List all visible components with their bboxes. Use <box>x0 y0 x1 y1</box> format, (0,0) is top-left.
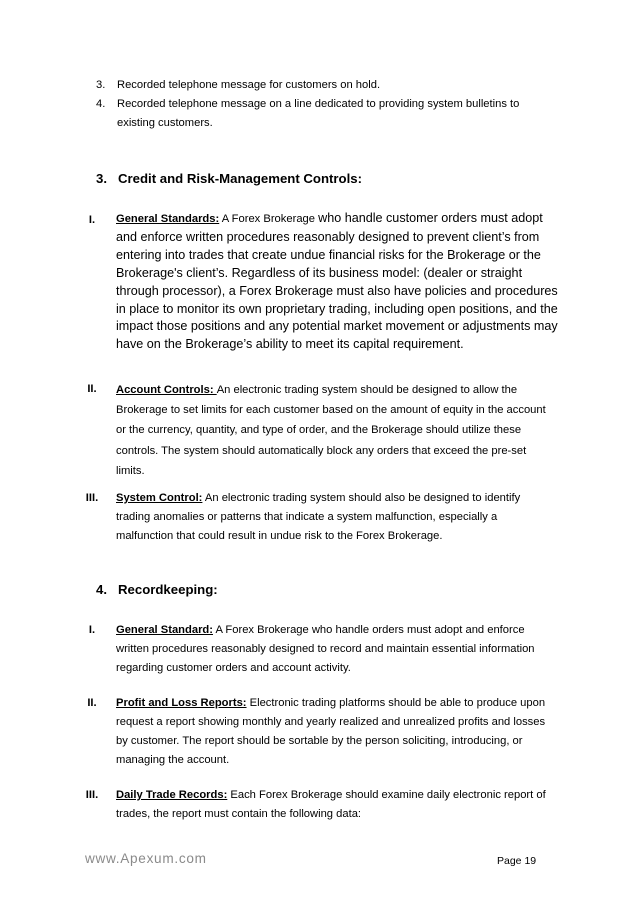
section-number: 4. <box>96 582 107 597</box>
list-item-text: Recorded telephone message on a line dedicated to providing system bulletins to existing customers. <box>117 98 520 129</box>
paragraph-text: who handle customer orders must adopt and enforce written procedures reasonably designed to prevent client’s from entering into trades that create undue financial risks for the Brokerage or the Brokerage's client’s. Regardless of its business model: (dealer or straight through processor), a Forex Brokerage must also have policies and procedures in place to monitor its own proprietary trading, including open positions, and the impact those positions and any potential market movement or adjustments may have on the Brokerage’s ability to meet its capital requirement. <box>116 211 558 352</box>
paragraph-account-controls <box>116 380 556 481</box>
paragraph-daily-trade-records <box>116 786 556 824</box>
section-heading-credit-risk <box>96 171 362 186</box>
roman-numeral: II. <box>87 697 97 709</box>
roman-numeral: I. <box>88 624 96 636</box>
paragraph-text: Each Forex Brokerage should examine daily electronic report of trades, the report must contain the following data: <box>116 789 546 820</box>
footer-website: www.Apexum.com <box>85 851 207 866</box>
list-item-number: 3. <box>96 79 106 91</box>
paragraph-label: Profit and Loss Reports: <box>116 697 247 709</box>
paragraph-general-standard <box>116 621 556 678</box>
roman-numeral: III. <box>85 789 99 801</box>
paragraph-label: System Control: <box>116 492 203 504</box>
section-title: Credit and Risk-Management Controls: <box>118 171 362 186</box>
paragraph-label: Daily Trade Records: <box>116 789 228 801</box>
paragraph-text: A Forex Brokerage who handle orders must adopt and enforce written procedures reasonably designed to record and maintain essential information regarding customer orders and account activity. <box>116 624 535 674</box>
list-item-number: 4. <box>96 98 106 110</box>
paragraph-intro: A Forex Brokerage <box>219 213 319 225</box>
paragraph-profit-loss-reports <box>116 694 556 770</box>
paragraph-text: Electronic trading platforms should be able to produce upon request a report showing monthly and yearly realized and unrealized profits and losses by customer. The report should be sortable by the person soliciting, introducing, or managing the account. <box>116 697 546 766</box>
roman-numeral: I. <box>88 214 96 226</box>
roman-numeral: II. <box>87 383 97 395</box>
section-title: Recordkeeping: <box>118 582 218 597</box>
list-item-text: Recorded telephone message for customers on hold. <box>117 79 381 91</box>
paragraph-text: An electronic trading system should be designed to allow the Brokerage to set limits for each customer based on the amount of equity in the account or the currency, quantity, and type of order, and the Brokerage should utilize these controls. The system should automatically block any orders that exceed the pre-set limits. <box>116 384 546 477</box>
paragraph-text: An electronic trading system should also be designed to identify trading anomalies or patterns that indicate a system malfunction, especially a malfunction that could result in undue risk to the Forex Brokerage. <box>116 492 521 542</box>
paragraph-label: General Standards: <box>116 213 220 225</box>
section-number: 3. <box>96 171 107 186</box>
roman-numeral: III. <box>85 492 99 504</box>
paragraph-label: Account Controls: <box>116 384 217 396</box>
paragraph-label: General Standard: <box>116 624 213 636</box>
paragraph-system-control <box>116 489 556 546</box>
paragraph-general-standards <box>116 210 558 354</box>
section-heading-recordkeeping <box>96 582 218 597</box>
footer-page-number: Page 19 <box>497 855 537 867</box>
